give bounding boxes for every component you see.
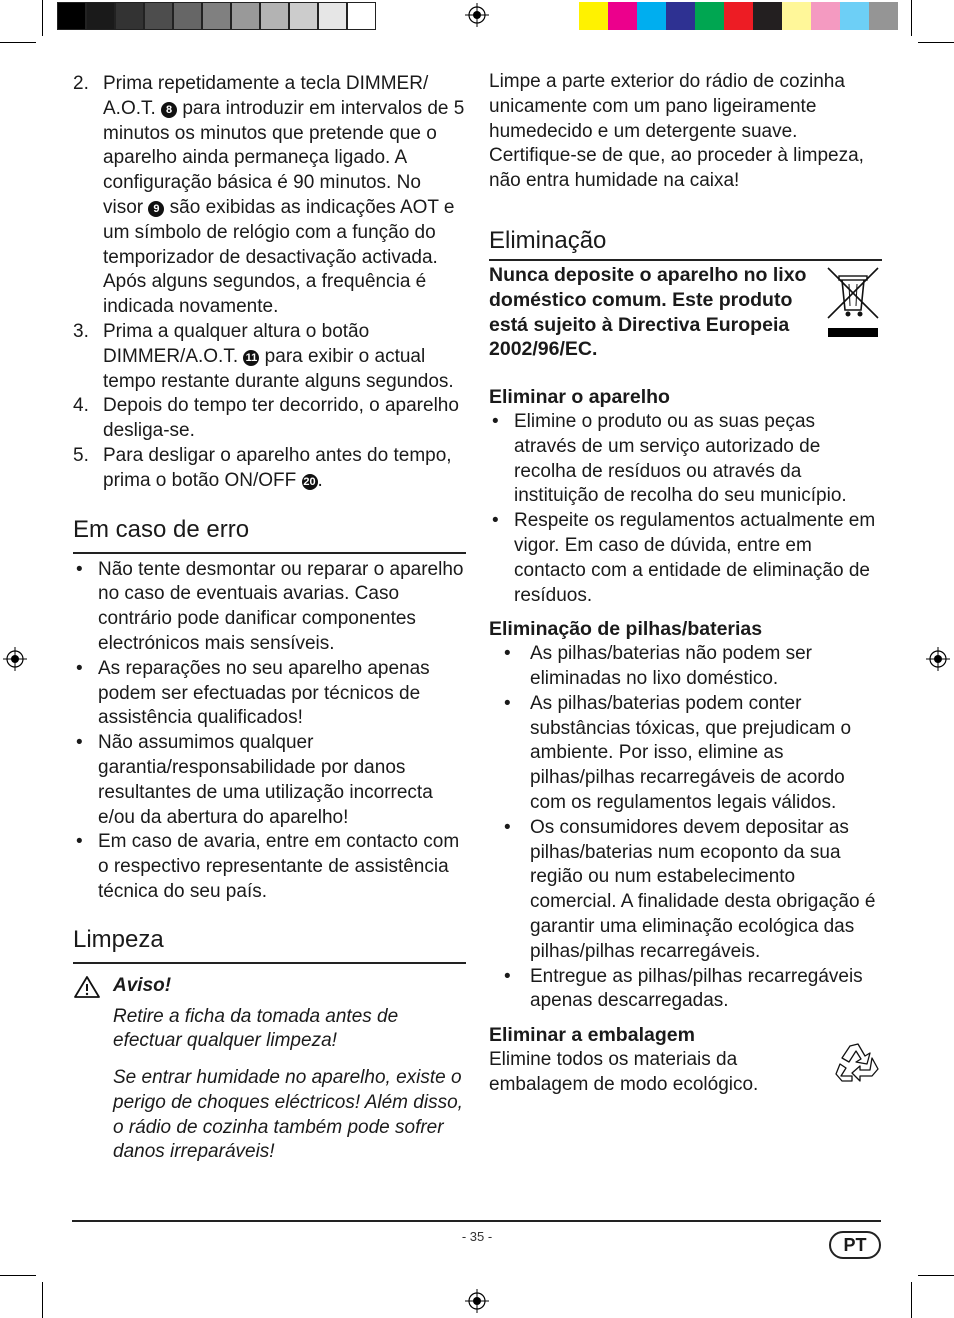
limpeza-text: Limpe a parte exterior do rádio de cozinha unicamente com um pano ligeiramente humedecido e um detergente suave. Certifique-se de que, ao proceder à limpeza, não entra humidade na caixa! (489, 71, 864, 192)
right-column (489, 70, 882, 1097)
list-item: • Entregue as pilhas/pilhas recarregáveis apenas descarregadas. (489, 965, 882, 1015)
color-swatch (811, 2, 840, 30)
subtitle-embalagem: Eliminar a embalagem (489, 1024, 695, 1047)
recycle-icon (834, 1040, 882, 1084)
list-item: • As pilhas/baterias não podem ser eliminadas no lixo doméstico. (489, 642, 882, 692)
gray-swatch (86, 2, 115, 30)
step-item: 4. Depois do tempo ter decorrido, o aparelho desliga-se. (73, 395, 459, 442)
list-item: • Os consumidores devem depositar as pilhas/baterias num ecoponto da sua região ou num estabelecimento comercial. A finalidade desta obrigação é garantir uma eliminação ecológica das pilhas/pilhas recarregáveis. (489, 816, 882, 965)
crop-mark (42, 0, 43, 36)
gray-swatch (318, 2, 347, 30)
crossed-bin-icon (824, 264, 882, 340)
left-column (73, 72, 466, 1165)
warning-triangle-icon (73, 975, 101, 999)
color-swatch (724, 2, 753, 30)
registration-mark-icon (926, 647, 950, 671)
step-number: 2. (73, 73, 89, 94)
list-item: • Respeite os regulamentos actualmente em vigor. Em caso de dúvida, entre em contacto com a entidade de eliminação de resíduos. (489, 509, 882, 608)
step-item: 3. Prima a qualquer altura o botão DIMMER/A.O.T. 11 para exibir o actual tempo restante durante alguns segundos. (73, 320, 454, 392)
ref-number-9: 9 (148, 201, 164, 217)
subtitle-aparelho: Eliminar o aparelho (489, 386, 670, 409)
list-item: • Em caso de avaria, entre em contacto com o respectivo representante de assistência técnica do seu país. (73, 830, 466, 904)
color-swatch (608, 2, 637, 30)
crop-mark (0, 1275, 36, 1276)
color-swatch (782, 2, 811, 30)
registration-mark-icon (465, 1289, 489, 1313)
crop-mark (911, 0, 912, 36)
color-swatch (637, 2, 666, 30)
crop-mark (918, 1275, 954, 1276)
color-swatch (840, 2, 869, 30)
language-badge: PT (829, 1231, 881, 1259)
gray-swatch (144, 2, 173, 30)
step-number: 4. (73, 395, 89, 417)
embalagem-block (489, 1048, 882, 1098)
step-item: 2. Prima repetidamente a tecla DIMMER/ A.O.T. 8 para introduzir em intervalos de 5 minutos os minutos que pretende que o aparelho ainda permaneça ligado. A configuração básica é 90 minutos. No visor 9 são exibidas as indicações AOT e um símbolo de relógio com a função do temporizador de desactivação activada. Após alguns segundos, a frequência é indicada novamente. (73, 73, 465, 318)
erro-list (73, 558, 466, 905)
section-title-erro: Em caso de erro (73, 515, 466, 554)
step-number: 3. (73, 320, 89, 342)
gray-swatch (260, 2, 289, 30)
list-item: • Não tente desmontar ou reparar o aparelho no caso de eventuais avarias. Caso contrário pode danificar componentes electrónicos mais sensíveis. (73, 558, 466, 657)
color-swatch (579, 2, 608, 30)
weee-block (489, 263, 882, 362)
color-swatch (753, 2, 782, 30)
list-item: • As reparações no seu aparelho apenas podem ser efectuadas por técnicos de assistência qualificados! (73, 657, 466, 731)
crop-mark (42, 1282, 43, 1318)
warning-block (73, 974, 466, 1166)
page-number: - 35 - (461, 1229, 493, 1244)
crop-mark (918, 42, 954, 43)
footer-rule (72, 1220, 881, 1222)
gray-swatch (57, 2, 86, 30)
ref-number-8: 8 (161, 102, 177, 118)
step-item: 5. Para desligar o aparelho antes do tempo, prima o botão ON/OFF 20. (73, 444, 452, 491)
embalagem-text: Elimine todos os materiais da embalagem de modo ecológico. (489, 1048, 759, 1095)
color-swatch (869, 2, 898, 30)
gray-swatch (289, 2, 318, 30)
color-swatch (666, 2, 695, 30)
gray-swatch (347, 2, 376, 30)
gray-swatch (202, 2, 231, 30)
aparelho-list (489, 410, 882, 608)
crop-mark (0, 42, 36, 43)
registration-mark-icon (465, 3, 489, 27)
weee-notice: Nunca deposite o aparelho no lixo doméstico comum. Este produto está sujeito à Directiva Europeia 2002/96/EC. (489, 263, 807, 361)
gray-swatch (115, 2, 144, 30)
list-item: • Elimine o produto ou as suas peças através de um serviço autorizado de recolha de resíduos ou através da instituição de recolha do seu município. (489, 410, 882, 509)
color-swatch (695, 2, 724, 30)
pilhas-list (489, 642, 882, 1014)
warning-text-2: Se entrar humidade no aparelho, existe o perigo de choques eléctricos! Além disso, o rádio de cozinha também pode sofrer danos irreparáveis! (113, 1067, 463, 1163)
section-title-eliminacao: Eliminação (489, 226, 882, 261)
section-title-limpeza: Limpeza (73, 925, 466, 964)
ref-number-11: 11 (243, 350, 259, 366)
list-item: • Não assumimos qualquer garantia/responsabilidade por danos resultantes de uma utilização incorrecta e/ou da abertura do aparelho! (73, 731, 466, 830)
step-number: 5. (73, 444, 89, 466)
registration-mark-icon (3, 647, 27, 671)
crop-mark (911, 1282, 912, 1318)
ref-number-20: 20 (303, 475, 316, 488)
warning-text-1: Retire a ficha da tomada antes de efectuar qualquer limpeza! (113, 1005, 399, 1052)
list-item: • As pilhas/baterias podem conter substâncias tóxicas, que prejudicam o ambiente. Por isso, elimine as pilhas/pilhas recarregáveis de acordo com os regulamentos legais válidos. (489, 692, 882, 816)
subtitle-pilhas: Eliminação de pilhas/baterias (489, 618, 763, 641)
gray-swatch (173, 2, 202, 30)
warning-title: Aviso! (113, 974, 172, 996)
steps-list (73, 72, 466, 494)
gray-swatch (231, 2, 260, 30)
